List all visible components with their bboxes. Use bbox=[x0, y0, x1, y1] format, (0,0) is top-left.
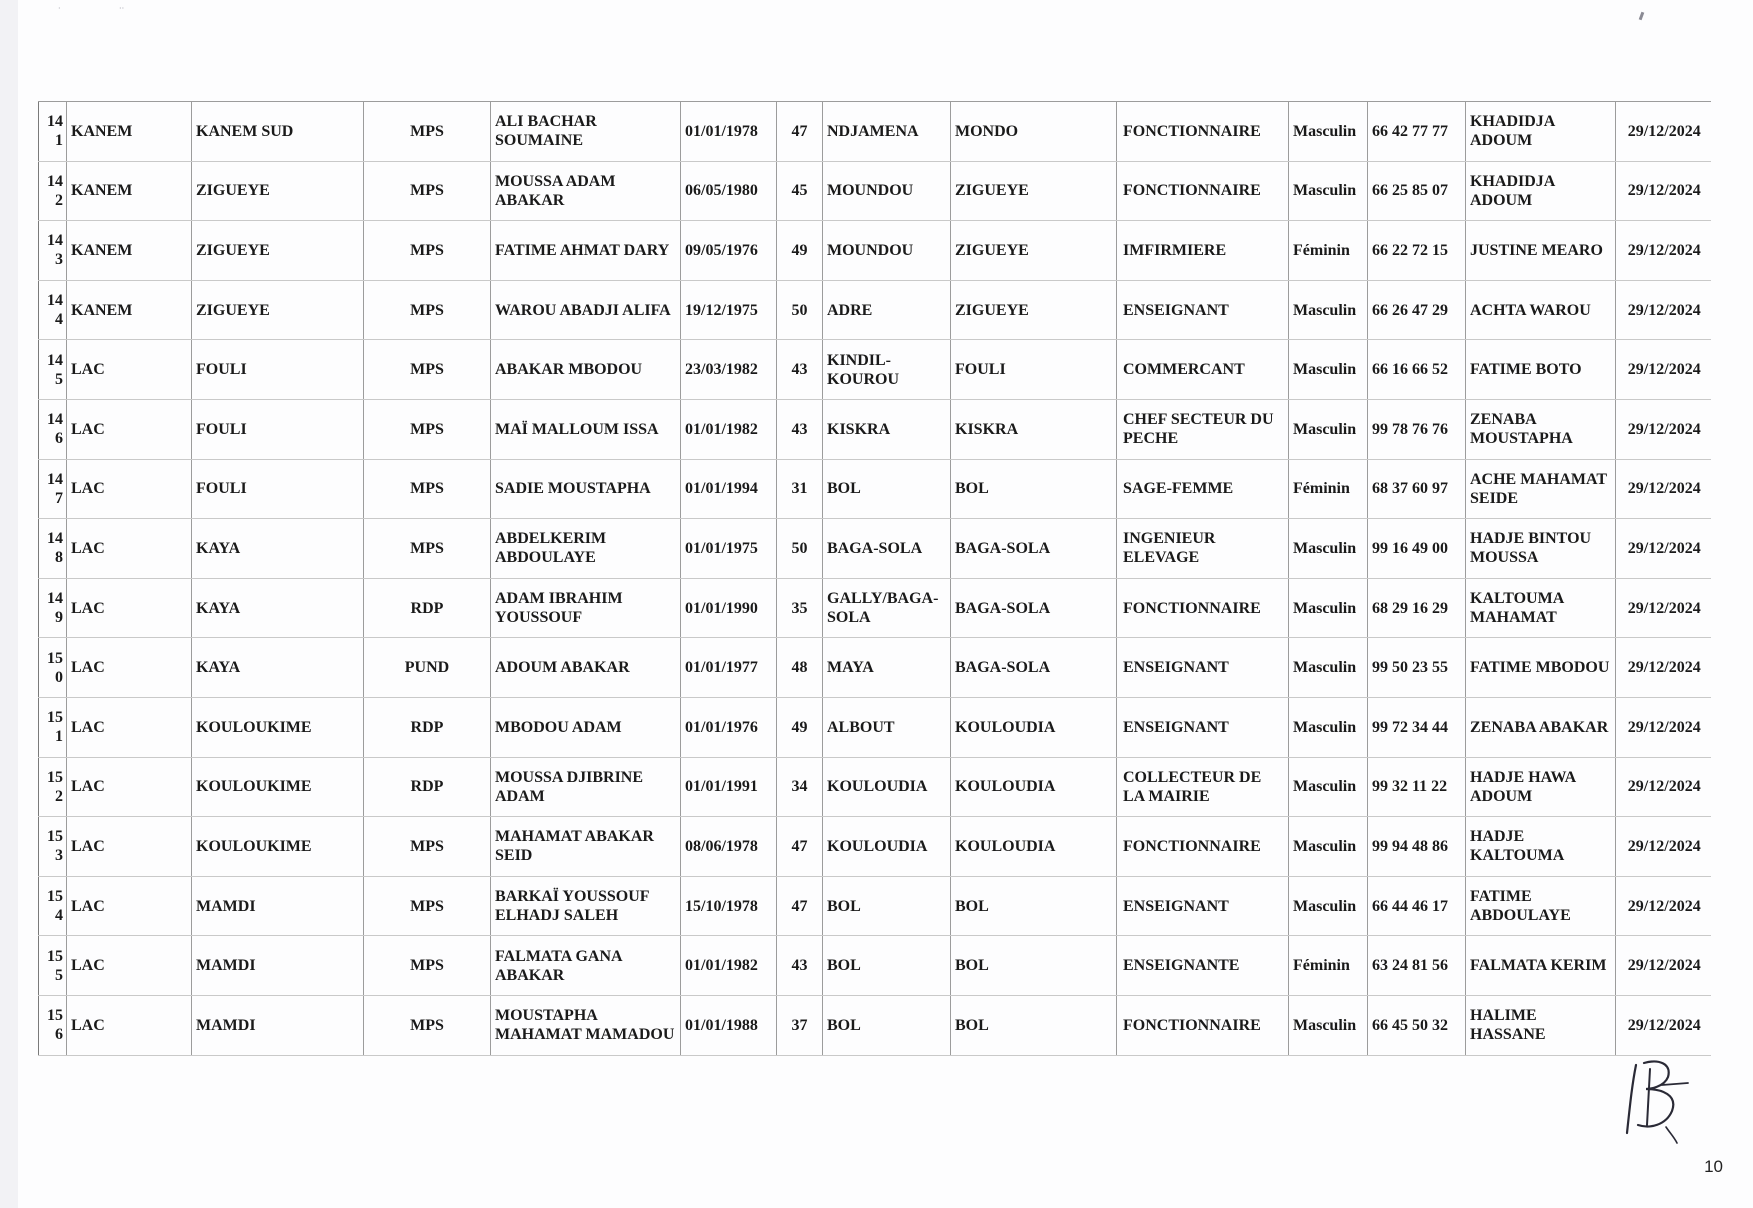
phone-cell: 66 22 72 15 bbox=[1368, 221, 1466, 281]
birth-place-cell: BOL bbox=[823, 876, 951, 936]
party-cell: MPS bbox=[364, 519, 491, 579]
residence-cell: KOULOUDIA bbox=[951, 697, 1117, 757]
birth-date-cell: 01/01/1988 bbox=[681, 995, 777, 1055]
birth-date-cell: 01/01/1990 bbox=[681, 578, 777, 638]
name-cell: ABAKAR MBODOU bbox=[491, 340, 681, 400]
age-cell: 48 bbox=[777, 638, 823, 698]
party-cell: MPS bbox=[364, 876, 491, 936]
birth-date-cell: 09/05/1976 bbox=[681, 221, 777, 281]
age-cell: 43 bbox=[777, 399, 823, 459]
birth-date-cell: 01/01/1976 bbox=[681, 697, 777, 757]
date-cell: 29/12/2024 bbox=[1616, 817, 1711, 877]
date-cell: 29/12/2024 bbox=[1616, 995, 1711, 1055]
residence-cell: BAGA-SOLA bbox=[951, 519, 1117, 579]
row-number: 147 bbox=[39, 459, 67, 519]
phone-cell: 99 78 76 76 bbox=[1368, 399, 1466, 459]
row-number: 153 bbox=[39, 817, 67, 877]
birth-place-cell: KISKRA bbox=[823, 399, 951, 459]
row-number: 156 bbox=[39, 995, 67, 1055]
age-cell: 45 bbox=[777, 161, 823, 221]
province-cell: LAC bbox=[67, 936, 192, 996]
row-number: 155 bbox=[39, 936, 67, 996]
residence-cell: BOL bbox=[951, 995, 1117, 1055]
birth-date-cell: 23/03/1982 bbox=[681, 340, 777, 400]
name-cell: ADAM IBRAHIM YOUSSOUF bbox=[491, 578, 681, 638]
scan-artifact-mark bbox=[1639, 12, 1645, 21]
birth-date-cell: 01/01/1982 bbox=[681, 936, 777, 996]
province-cell: LAC bbox=[67, 459, 192, 519]
row-number: 151 bbox=[39, 697, 67, 757]
residence-cell: KOULOUDIA bbox=[951, 757, 1117, 817]
department-cell: ZIGUEYE bbox=[192, 221, 364, 281]
province-cell: KANEM bbox=[67, 280, 192, 340]
phone-cell: 66 45 50 32 bbox=[1368, 995, 1466, 1055]
age-cell: 47 bbox=[777, 102, 823, 162]
row-number: 149 bbox=[39, 578, 67, 638]
party-cell: MPS bbox=[364, 161, 491, 221]
province-cell: LAC bbox=[67, 399, 192, 459]
name-cell: ABDELKERIM ABDOULAYE bbox=[491, 519, 681, 579]
row-number: 141 bbox=[39, 102, 67, 162]
name-cell: WAROU ABADJI ALIFA bbox=[491, 280, 681, 340]
row-number: 145 bbox=[39, 340, 67, 400]
birth-place-cell: ALBOUT bbox=[823, 697, 951, 757]
name-cell: FALMATA GANA ABAKAR bbox=[491, 936, 681, 996]
sex-cell: Masculin bbox=[1289, 340, 1368, 400]
row-number: 148 bbox=[39, 519, 67, 579]
sex-cell: Masculin bbox=[1289, 280, 1368, 340]
age-cell: 50 bbox=[777, 519, 823, 579]
table-row bbox=[39, 876, 1711, 936]
province-cell: KANEM bbox=[67, 221, 192, 281]
residence-cell: BAGA-SOLA bbox=[951, 578, 1117, 638]
party-cell: PUND bbox=[364, 638, 491, 698]
records-body bbox=[39, 102, 1711, 1056]
residence-cell: MONDO bbox=[951, 102, 1117, 162]
profession-cell: ENSEIGNANT bbox=[1117, 280, 1289, 340]
department-cell: FOULI bbox=[192, 459, 364, 519]
age-cell: 35 bbox=[777, 578, 823, 638]
row-number: 144 bbox=[39, 280, 67, 340]
birth-date-cell: 01/01/1978 bbox=[681, 102, 777, 162]
birth-place-cell: KINDIL-KOUROU bbox=[823, 340, 951, 400]
table-row bbox=[39, 102, 1711, 162]
sex-cell: Masculin bbox=[1289, 757, 1368, 817]
party-cell: RDP bbox=[364, 578, 491, 638]
sex-cell: Féminin bbox=[1289, 221, 1368, 281]
department-cell: ZIGUEYE bbox=[192, 161, 364, 221]
sex-cell: Masculin bbox=[1289, 638, 1368, 698]
department-cell: ZIGUEYE bbox=[192, 280, 364, 340]
department-cell: MAMDI bbox=[192, 876, 364, 936]
province-cell: LAC bbox=[67, 519, 192, 579]
profession-cell: COLLECTEUR DE LA MAIRIE bbox=[1117, 757, 1289, 817]
date-cell: 29/12/2024 bbox=[1616, 399, 1711, 459]
scan-artifact: · ·· bbox=[58, 4, 125, 13]
contact-cell: HALIME HASSANE bbox=[1466, 995, 1616, 1055]
sex-cell: Féminin bbox=[1289, 936, 1368, 996]
name-cell: MOUSSA ADAM ABAKAR bbox=[491, 161, 681, 221]
contact-cell: FATIME ABDOULAYE bbox=[1466, 876, 1616, 936]
phone-cell: 99 50 23 55 bbox=[1368, 638, 1466, 698]
profession-cell: ENSEIGNANTE bbox=[1117, 936, 1289, 996]
name-cell: MBODOU ADAM bbox=[491, 697, 681, 757]
phone-cell: 63 24 81 56 bbox=[1368, 936, 1466, 996]
province-cell: LAC bbox=[67, 340, 192, 400]
name-cell: SADIE MOUSTAPHA bbox=[491, 459, 681, 519]
date-cell: 29/12/2024 bbox=[1616, 697, 1711, 757]
table-row bbox=[39, 399, 1711, 459]
name-cell: MAHAMAT ABAKAR SEID bbox=[491, 817, 681, 877]
sex-cell: Masculin bbox=[1289, 399, 1368, 459]
table-row bbox=[39, 459, 1711, 519]
row-number: 150 bbox=[39, 638, 67, 698]
contact-cell: ACHTA WAROU bbox=[1466, 280, 1616, 340]
sex-cell: Masculin bbox=[1289, 578, 1368, 638]
phone-cell: 68 29 16 29 bbox=[1368, 578, 1466, 638]
phone-cell: 99 32 11 22 bbox=[1368, 757, 1466, 817]
name-cell: BARKAÏ YOUSSOUF ELHADJ SALEH bbox=[491, 876, 681, 936]
phone-cell: 99 72 34 44 bbox=[1368, 697, 1466, 757]
date-cell: 29/12/2024 bbox=[1616, 519, 1711, 579]
date-cell: 29/12/2024 bbox=[1616, 757, 1711, 817]
age-cell: 37 bbox=[777, 995, 823, 1055]
table-row bbox=[39, 519, 1711, 579]
age-cell: 43 bbox=[777, 936, 823, 996]
department-cell: KOULOUKIME bbox=[192, 817, 364, 877]
date-cell: 29/12/2024 bbox=[1616, 936, 1711, 996]
row-number: 142 bbox=[39, 161, 67, 221]
contact-cell: JUSTINE MEARO bbox=[1466, 221, 1616, 281]
birth-date-cell: 19/12/1975 bbox=[681, 280, 777, 340]
residence-cell: KISKRA bbox=[951, 399, 1117, 459]
profession-cell: FONCTIONNAIRE bbox=[1117, 817, 1289, 877]
age-cell: 47 bbox=[777, 817, 823, 877]
profession-cell: FONCTIONNAIRE bbox=[1117, 995, 1289, 1055]
profession-cell: ENSEIGNANT bbox=[1117, 876, 1289, 936]
phone-cell: 66 44 46 17 bbox=[1368, 876, 1466, 936]
page-number: 10 bbox=[1704, 1157, 1723, 1176]
birth-date-cell: 01/01/1975 bbox=[681, 519, 777, 579]
residence-cell: BAGA-SOLA bbox=[951, 638, 1117, 698]
age-cell: 49 bbox=[777, 697, 823, 757]
party-cell: MPS bbox=[364, 459, 491, 519]
records-table bbox=[38, 101, 1711, 1056]
residence-cell: FOULI bbox=[951, 340, 1117, 400]
residence-cell: BOL bbox=[951, 459, 1117, 519]
row-number: 152 bbox=[39, 757, 67, 817]
table-row bbox=[39, 578, 1711, 638]
residence-cell: KOULOUDIA bbox=[951, 817, 1117, 877]
party-cell: RDP bbox=[364, 697, 491, 757]
date-cell: 29/12/2024 bbox=[1616, 340, 1711, 400]
birth-place-cell: MOUNDOU bbox=[823, 221, 951, 281]
date-cell: 29/12/2024 bbox=[1616, 280, 1711, 340]
department-cell: FOULI bbox=[192, 340, 364, 400]
row-number: 143 bbox=[39, 221, 67, 281]
age-cell: 50 bbox=[777, 280, 823, 340]
contact-cell: KHADIDJA ADOUM bbox=[1466, 161, 1616, 221]
contact-cell: ZENABA MOUSTAPHA bbox=[1466, 399, 1616, 459]
contact-cell: ZENABA ABAKAR bbox=[1466, 697, 1616, 757]
age-cell: 34 bbox=[777, 757, 823, 817]
party-cell: MPS bbox=[364, 817, 491, 877]
name-cell: ADOUM ABAKAR bbox=[491, 638, 681, 698]
birth-date-cell: 01/01/1977 bbox=[681, 638, 777, 698]
phone-cell: 99 94 48 86 bbox=[1368, 817, 1466, 877]
table-row bbox=[39, 817, 1711, 877]
birth-place-cell: GALLY/BAGA-SOLA bbox=[823, 578, 951, 638]
province-cell: LAC bbox=[67, 697, 192, 757]
birth-place-cell: MAYA bbox=[823, 638, 951, 698]
sex-cell: Masculin bbox=[1289, 817, 1368, 877]
department-cell: KAYA bbox=[192, 519, 364, 579]
date-cell: 29/12/2024 bbox=[1616, 638, 1711, 698]
province-cell: LAC bbox=[67, 995, 192, 1055]
department-cell: KANEM SUD bbox=[192, 102, 364, 162]
date-cell: 29/12/2024 bbox=[1616, 102, 1711, 162]
contact-cell: HADJE KALTOUMA bbox=[1466, 817, 1616, 877]
phone-cell: 66 25 85 07 bbox=[1368, 161, 1466, 221]
profession-cell: CHEF SECTEUR DU PECHE bbox=[1117, 399, 1289, 459]
birth-place-cell: BOL bbox=[823, 459, 951, 519]
birth-place-cell: BOL bbox=[823, 936, 951, 996]
province-cell: LAC bbox=[67, 578, 192, 638]
date-cell: 29/12/2024 bbox=[1616, 459, 1711, 519]
phone-cell: 66 26 47 29 bbox=[1368, 280, 1466, 340]
contact-cell: FALMATA KERIM bbox=[1466, 936, 1616, 996]
birth-date-cell: 01/01/1994 bbox=[681, 459, 777, 519]
party-cell: MPS bbox=[364, 936, 491, 996]
table-row bbox=[39, 161, 1711, 221]
profession-cell: IMFIRMIERE bbox=[1117, 221, 1289, 281]
sex-cell: Masculin bbox=[1289, 995, 1368, 1055]
party-cell: RDP bbox=[364, 757, 491, 817]
residence-cell: ZIGUEYE bbox=[951, 161, 1117, 221]
name-cell: MAÏ MALLOUM ISSA bbox=[491, 399, 681, 459]
residence-cell: BOL bbox=[951, 876, 1117, 936]
sex-cell: Masculin bbox=[1289, 876, 1368, 936]
contact-cell: HADJE BINTOU MOUSSA bbox=[1466, 519, 1616, 579]
party-cell: MPS bbox=[364, 102, 491, 162]
residence-cell: ZIGUEYE bbox=[951, 221, 1117, 281]
birth-date-cell: 08/06/1978 bbox=[681, 817, 777, 877]
department-cell: MAMDI bbox=[192, 936, 364, 996]
name-cell: FATIME AHMAT DARY bbox=[491, 221, 681, 281]
phone-cell: 68 37 60 97 bbox=[1368, 459, 1466, 519]
phone-cell: 66 16 66 52 bbox=[1368, 340, 1466, 400]
table-row bbox=[39, 697, 1711, 757]
profession-cell: SAGE-FEMME bbox=[1117, 459, 1289, 519]
date-cell: 29/12/2024 bbox=[1616, 221, 1711, 281]
handwritten-signature bbox=[1622, 1055, 1692, 1145]
name-cell: ALI BACHAR SOUMAINE bbox=[491, 102, 681, 162]
birth-place-cell: BAGA-SOLA bbox=[823, 519, 951, 579]
contact-cell: KALTOUMA MAHAMAT bbox=[1466, 578, 1616, 638]
birth-place-cell: MOUNDOU bbox=[823, 161, 951, 221]
table-row bbox=[39, 995, 1711, 1055]
party-cell: MPS bbox=[364, 995, 491, 1055]
date-cell: 29/12/2024 bbox=[1616, 578, 1711, 638]
birth-place-cell: NDJAMENA bbox=[823, 102, 951, 162]
birth-date-cell: 06/05/1980 bbox=[681, 161, 777, 221]
contact-cell: KHADIDJA ADOUM bbox=[1466, 102, 1616, 162]
residence-cell: BOL bbox=[951, 936, 1117, 996]
province-cell: LAC bbox=[67, 876, 192, 936]
party-cell: MPS bbox=[364, 399, 491, 459]
row-number: 146 bbox=[39, 399, 67, 459]
name-cell: MOUSSA DJIBRINE ADAM bbox=[491, 757, 681, 817]
phone-cell: 99 16 49 00 bbox=[1368, 519, 1466, 579]
row-number: 154 bbox=[39, 876, 67, 936]
birth-place-cell: KOULOUDIA bbox=[823, 757, 951, 817]
profession-cell: ENSEIGNANT bbox=[1117, 697, 1289, 757]
birth-date-cell: 01/01/1991 bbox=[681, 757, 777, 817]
profession-cell: FONCTIONNAIRE bbox=[1117, 578, 1289, 638]
scan-margin bbox=[0, 0, 18, 1208]
table-row bbox=[39, 757, 1711, 817]
birth-date-cell: 01/01/1982 bbox=[681, 399, 777, 459]
sex-cell: Masculin bbox=[1289, 519, 1368, 579]
table-row bbox=[39, 221, 1711, 281]
contact-cell: ACHE MAHAMAT SEIDE bbox=[1466, 459, 1616, 519]
province-cell: KANEM bbox=[67, 102, 192, 162]
age-cell: 31 bbox=[777, 459, 823, 519]
sex-cell: Féminin bbox=[1289, 459, 1368, 519]
age-cell: 49 bbox=[777, 221, 823, 281]
phone-cell: 66 42 77 77 bbox=[1368, 102, 1466, 162]
sex-cell: Masculin bbox=[1289, 161, 1368, 221]
department-cell: KAYA bbox=[192, 578, 364, 638]
province-cell: LAC bbox=[67, 757, 192, 817]
party-cell: MPS bbox=[364, 340, 491, 400]
table-row bbox=[39, 280, 1711, 340]
party-cell: MPS bbox=[364, 221, 491, 281]
contact-cell: FATIME BOTO bbox=[1466, 340, 1616, 400]
party-cell: MPS bbox=[364, 280, 491, 340]
department-cell: KAYA bbox=[192, 638, 364, 698]
province-cell: LAC bbox=[67, 638, 192, 698]
profession-cell: FONCTIONNAIRE bbox=[1117, 161, 1289, 221]
profession-cell: COMMERCANT bbox=[1117, 340, 1289, 400]
age-cell: 47 bbox=[777, 876, 823, 936]
profession-cell: ENSEIGNANT bbox=[1117, 638, 1289, 698]
table-row bbox=[39, 340, 1711, 400]
department-cell: KOULOUKIME bbox=[192, 757, 364, 817]
age-cell: 43 bbox=[777, 340, 823, 400]
contact-cell: HADJE HAWA ADOUM bbox=[1466, 757, 1616, 817]
province-cell: KANEM bbox=[67, 161, 192, 221]
date-cell: 29/12/2024 bbox=[1616, 876, 1711, 936]
date-cell: 29/12/2024 bbox=[1616, 161, 1711, 221]
province-cell: LAC bbox=[67, 817, 192, 877]
name-cell: MOUSTAPHA MAHAMAT MAMADOU bbox=[491, 995, 681, 1055]
department-cell: MAMDI bbox=[192, 995, 364, 1055]
profession-cell: FONCTIONNAIRE bbox=[1117, 102, 1289, 162]
birth-place-cell: KOULOUDIA bbox=[823, 817, 951, 877]
profession-cell: INGENIEUR ELEVAGE bbox=[1117, 519, 1289, 579]
birth-place-cell: ADRE bbox=[823, 280, 951, 340]
sex-cell: Masculin bbox=[1289, 697, 1368, 757]
birth-place-cell: BOL bbox=[823, 995, 951, 1055]
residence-cell: ZIGUEYE bbox=[951, 280, 1117, 340]
table-row bbox=[39, 638, 1711, 698]
table-row bbox=[39, 936, 1711, 996]
sex-cell: Masculin bbox=[1289, 102, 1368, 162]
birth-date-cell: 15/10/1978 bbox=[681, 876, 777, 936]
contact-cell: FATIME MBODOU bbox=[1466, 638, 1616, 698]
department-cell: KOULOUKIME bbox=[192, 697, 364, 757]
department-cell: FOULI bbox=[192, 399, 364, 459]
